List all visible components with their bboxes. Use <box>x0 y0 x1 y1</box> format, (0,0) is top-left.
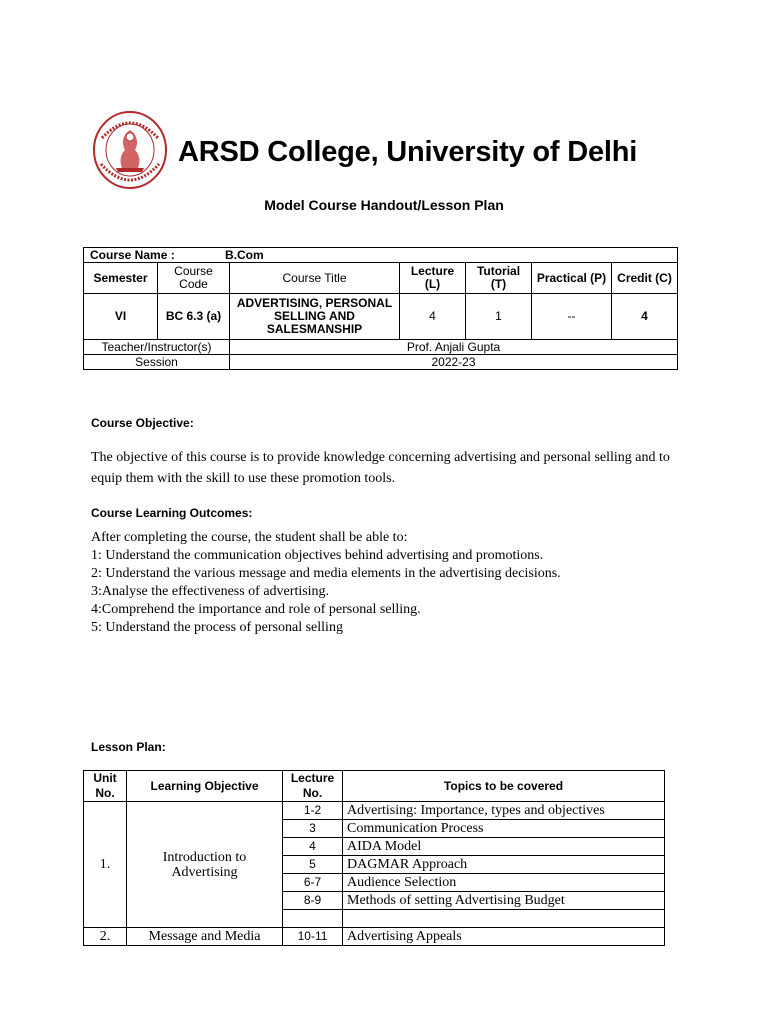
credit-value: 4 <box>612 294 678 340</box>
document-title: Model Course Handout/Lesson Plan <box>264 197 504 213</box>
semester-header: Semester <box>84 263 158 294</box>
course-header-row <box>84 263 678 294</box>
course-name-value: B.Com <box>225 247 264 262</box>
learning-objective: Introduction to Advertising <box>127 802 283 928</box>
lecture-no-header: Lecture No. <box>283 771 343 802</box>
session-value: 2022-23 <box>230 355 678 370</box>
lesson-plan-table <box>83 770 665 946</box>
table-row <box>84 802 665 820</box>
objective-header: Learning Objective <box>127 771 283 802</box>
topic: Audience Selection <box>343 874 665 892</box>
topic: Communication Process <box>343 820 665 838</box>
outcome-item: 1: Understand the communication objectives behind advertising and promotions. <box>91 548 544 563</box>
teacher-label: Teacher/Instructor(s) <box>84 340 230 355</box>
semester-value: VI <box>84 294 158 340</box>
topic: Advertising: Importance, types and objectives <box>343 802 665 820</box>
lecture-number: 3 <box>283 820 343 838</box>
objective-heading: Course Objective: <box>91 416 194 430</box>
unit-number: 1. <box>84 802 127 928</box>
outcomes-intro: After completing the course, the student shall be able to: <box>91 530 408 545</box>
unit-number: 2. <box>84 928 127 946</box>
outcome-item: 4:Comprehend the importance and role of personal selling. <box>91 602 421 617</box>
practical-header: Practical (P) <box>532 263 612 294</box>
lecture-value: 4 <box>400 294 466 340</box>
topic: Advertising Appeals <box>343 928 665 946</box>
college-seal-icon <box>92 110 168 190</box>
course-title-value: ADVERTISING, PERSONAL SELLING AND SALESMANSHIP <box>230 294 400 340</box>
session-row <box>84 355 678 370</box>
lecture-number: 8-9 <box>283 892 343 910</box>
lesson-plan-heading: Lesson Plan: <box>91 740 166 754</box>
topics-header: Topics to be covered <box>343 771 665 802</box>
lecture-header: Lecture (L) <box>400 263 466 294</box>
lecture-number: 10-11 <box>283 928 343 946</box>
credit-header: Credit (C) <box>612 263 678 294</box>
lecture-number: 1-2 <box>283 802 343 820</box>
outcomes-heading: Course Learning Outcomes: <box>91 506 253 520</box>
empty-cell <box>283 910 343 928</box>
outcome-item: 5: Understand the process of personal selling <box>91 620 343 635</box>
practical-value: -- <box>532 294 612 340</box>
unit-header: Unit No. <box>84 771 127 802</box>
course-title-header: Course Title <box>230 263 400 294</box>
course-name-row <box>84 248 678 263</box>
outcomes-list <box>91 529 691 637</box>
empty-cell <box>343 910 665 928</box>
tutorial-value: 1 <box>466 294 532 340</box>
lesson-header-row <box>84 771 665 802</box>
topic: AIDA Model <box>343 838 665 856</box>
outcome-item: 3:Analyse the effectiveness of advertising. <box>91 584 330 599</box>
table-row <box>84 928 665 946</box>
objective-text: The objective of this course is to provide knowledge concerning advertising and personal selling and to equip them with the skill to use these promotion tools. <box>91 450 670 486</box>
course-code-header: Course Code <box>158 263 230 294</box>
college-name: ARSD College, University of Delhi <box>178 136 638 168</box>
teacher-value: Prof. Anjali Gupta <box>230 340 678 355</box>
course-detail-row <box>84 294 678 340</box>
lecture-number: 5 <box>283 856 343 874</box>
topic: DAGMAR Approach <box>343 856 665 874</box>
course-name-label: Course Name : <box>90 247 175 262</box>
outcome-item: 2: Understand the various message and media elements in the advertising decisions. <box>91 566 561 581</box>
topic: Methods of setting Advertising Budget <box>343 892 665 910</box>
lecture-number: 4 <box>283 838 343 856</box>
tutorial-header: Tutorial (T) <box>466 263 532 294</box>
session-label: Session <box>84 355 230 370</box>
course-info-table <box>83 247 678 370</box>
course-code-value: BC 6.3 (a) <box>158 294 230 340</box>
learning-objective: Message and Media <box>127 928 283 946</box>
teacher-row <box>84 340 678 355</box>
lecture-number: 6-7 <box>283 874 343 892</box>
